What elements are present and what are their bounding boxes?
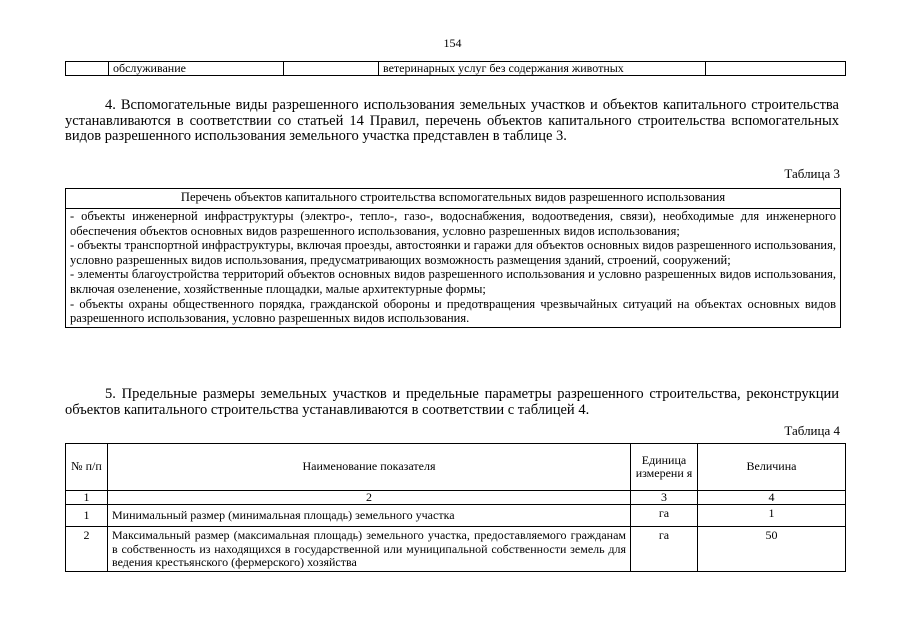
- table-row: [66, 209, 841, 328]
- table-header-row: [66, 444, 846, 491]
- table-row: [66, 62, 846, 76]
- list-item: - объекты охраны общественного порядка, гражданской обороны и предотвращения чрезвычайных ситуаций на объектах основных видов разрешенного использования, условно разрешенных видов использования.: [70, 296, 836, 326]
- continuation-table: [65, 61, 846, 76]
- header-num: № п/п: [66, 444, 108, 491]
- header-unit: Единица измерени я: [631, 444, 698, 491]
- table-header-row: [66, 189, 841, 209]
- table-3: [65, 188, 841, 328]
- paragraph-4: [65, 98, 839, 145]
- table-4-caption: Таблица 4: [784, 423, 840, 438]
- table-cell: ветеринарных услуг без содержания животных: [379, 62, 706, 76]
- table-cell: обслуживание: [109, 62, 284, 76]
- paragraph-5: [65, 387, 839, 418]
- row-num: 2: [66, 527, 108, 572]
- table-3-header: Перечень объектов капитального строительства вспомогательных видов разрешенного использования: [66, 189, 841, 209]
- list-item: - элементы благоустройства территорий объектов основных видов разрешенного использования и условно разрешенных видов использования, включая озеленение, хозяйственные площадки, малые архитектурные формы;: [70, 267, 836, 296]
- table-cell: [284, 62, 379, 76]
- page-number: 154: [443, 36, 462, 50]
- row-value: 50: [698, 527, 846, 572]
- column-number: 4: [698, 491, 846, 505]
- table-3-body: [66, 209, 841, 328]
- table-3-caption: Таблица 3: [784, 166, 840, 181]
- row-name: Минимальный размер (минимальная площадь) земельного участка: [108, 505, 631, 527]
- column-number: 2: [108, 491, 631, 505]
- list-item: - объекты транспортной инфраструктуры, включая проезды, автостоянки и гаражи для объектов основных видов разрешенного использования, условно разрешенных видов использования, предусматривающих возможность размещения зданий, строений, сооружений;: [70, 238, 836, 267]
- row-unit: га: [631, 527, 698, 572]
- paragraph-4-text: 4. Вспомогательные виды разрешенного использования земельных участков и объектов капитального строительства устанавливаются в соответствии со статьей 14 Правил, перечень объектов капитального строительства вспомогательных видов разрешенного использования земельного участка представлен в таблице 3.: [65, 97, 839, 144]
- row-name: Максимальный размер (максимальная площадь) земельного участка, предоставляемого гражданам в собственность из находящихся в государственной или муниципальной собственности земель для ведения крестьянского (фермерского) хозяйства: [108, 527, 631, 572]
- table-4: [65, 443, 846, 572]
- list-item: - объекты инженерной инфраструктуры (электро-, тепло-, газо-, водоснабжения, водоотведения, связи), необходимые для инженерного обеспечения объектов основных видов разрешенного использования, условно разрешенных видов использования;: [70, 209, 836, 238]
- header-name: Наименование показателя: [108, 444, 631, 491]
- row-value: 1: [698, 505, 846, 527]
- row-unit: га: [631, 505, 698, 527]
- row-num: 1: [66, 505, 108, 527]
- table-cell: [66, 62, 109, 76]
- table-row: [66, 527, 846, 572]
- table-cell: [706, 62, 846, 76]
- paragraph-5-text: 5. Предельные размеры земельных участков и предельные параметры разрешенного строительства, реконструкции объектов капитального строительства устанавливаются в соответствии с таблицей 4.: [65, 386, 839, 418]
- table-row: [66, 505, 846, 527]
- column-number: 3: [631, 491, 698, 505]
- column-number-row: [66, 491, 846, 505]
- column-number: 1: [66, 491, 108, 505]
- header-value: Величина: [698, 444, 846, 491]
